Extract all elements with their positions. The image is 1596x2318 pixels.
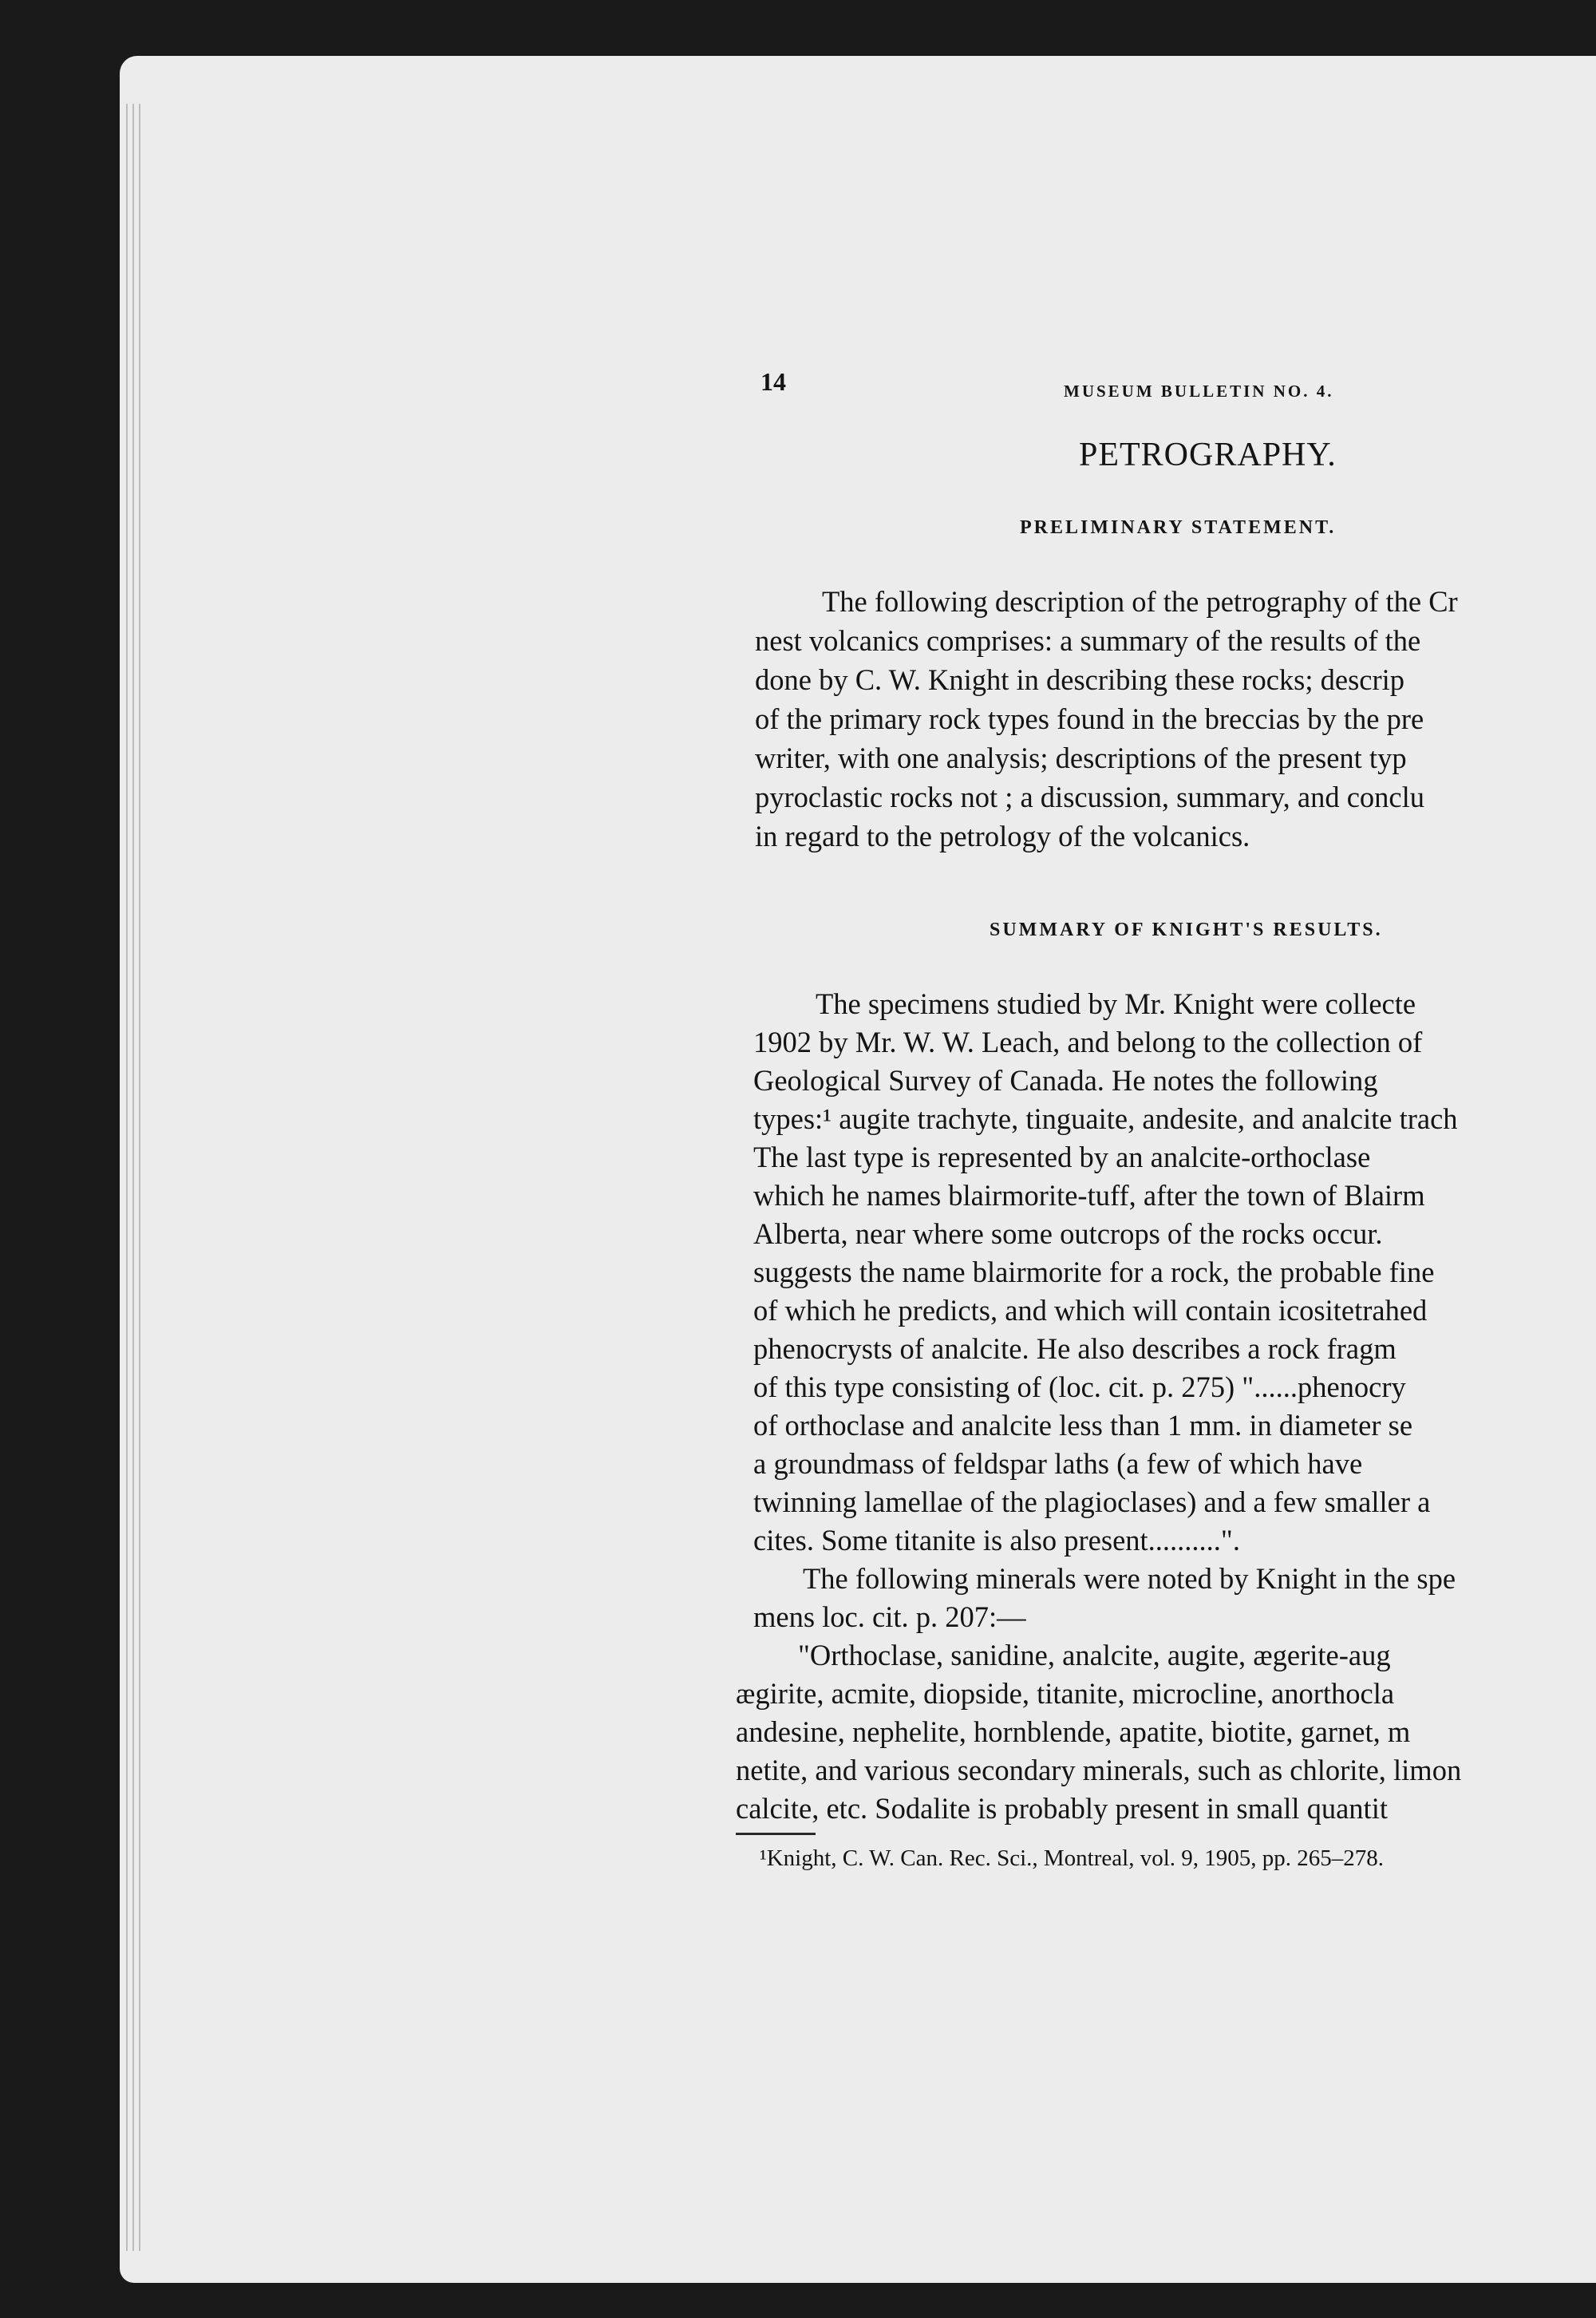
paragraph-line: of the primary rock types found in the breccias by the pre <box>755 702 1424 735</box>
section-heading-preliminary: PRELIMINARY STATEMENT. <box>1020 517 1337 538</box>
paragraph-line: in regard to the petrology of the volcanics. <box>755 820 1250 852</box>
page-number: 14 <box>760 367 786 396</box>
paragraph-line: andesine, nephelite, hornblende, apatite, biotite, garnet, m <box>736 1715 1411 1748</box>
footnote: ¹Knight, C. W. Can. Rec. Sci., Montreal, vol. 9, 1905, pp. 265–278. <box>760 1845 1384 1871</box>
paragraph-line: "Orthoclase, sanidine, analcite, augite, ægerite-aug <box>798 1639 1391 1671</box>
paragraph-line: The following description of the petrography of the Cr <box>822 585 1458 618</box>
paragraph-line: nest volcanics comprises: a summary of the results of the <box>755 624 1421 657</box>
paragraph-line: twinning lamellae of the plagioclases) and a few smaller a <box>753 1485 1431 1518</box>
footnote-rule <box>736 1833 816 1835</box>
paragraph-line: Geological Survey of Canada. He notes the following <box>753 1064 1378 1097</box>
paragraph-line: of which he predicts, and which will contain icositetrahed <box>753 1294 1428 1327</box>
paragraph-line: ægirite, acmite, diopside, titanite, microcline, anorthocla <box>736 1677 1395 1710</box>
paragraph-line: which he names blairmorite-tuff, after the town of Blairm <box>753 1179 1425 1212</box>
paragraph-line: suggests the name blairmorite for a rock, the probable fine <box>753 1256 1435 1288</box>
paragraph-line: The following minerals were noted by Knight in the spe <box>803 1562 1456 1595</box>
paragraph-line: The specimens studied by Mr. Knight were collecte <box>816 987 1416 1020</box>
paragraph-line: of this type consisting of (loc. cit. p. 275) "......phenocry <box>753 1371 1406 1403</box>
paragraph-line: a groundmass of feldspar laths (a few of which have <box>753 1447 1363 1480</box>
paragraph-line: of orthoclase and analcite less than 1 mm. in diameter se <box>753 1409 1413 1442</box>
paragraph-line: done by C. W. Knight in describing these rocks; descrip <box>755 663 1405 696</box>
paragraph-line: The last type is represented by an analcite-orthoclase <box>753 1141 1371 1173</box>
paragraph-line: types:¹ augite trachyte, tinguaite, andesite, and analcite trach <box>753 1102 1458 1135</box>
paragraph-line: netite, and various secondary minerals, such as chlorite, limon <box>736 1754 1462 1786</box>
page-title: PETROGRAPHY. <box>1079 437 1337 473</box>
paragraph-line: 1902 by Mr. W. W. Leach, and belong to the collection of <box>753 1026 1423 1058</box>
paragraph-line: writer, with one analysis; descriptions of the present typ <box>755 742 1407 774</box>
paragraph-line: pyroclastic rocks not ; a discussion, summary, and conclu <box>755 781 1424 813</box>
section-heading-summary: SUMMARY OF KNIGHT'S RESULTS. <box>990 920 1383 940</box>
paragraph-line: mens loc. cit. p. 207:— <box>753 1600 1026 1633</box>
paragraph-line: cites. Some titanite is also present..........". <box>753 1524 1240 1557</box>
paragraph-line: Alberta, near where some outcrops of the rocks occur. <box>753 1217 1383 1250</box>
paragraph-line: phenocrysts of analcite. He also describes a rock fragm <box>753 1332 1396 1365</box>
paragraph-line: calcite, etc. Sodalite is probably present in small quantit <box>736 1792 1388 1825</box>
running-head: MUSEUM BULLETIN NO. 4. <box>1064 382 1334 401</box>
